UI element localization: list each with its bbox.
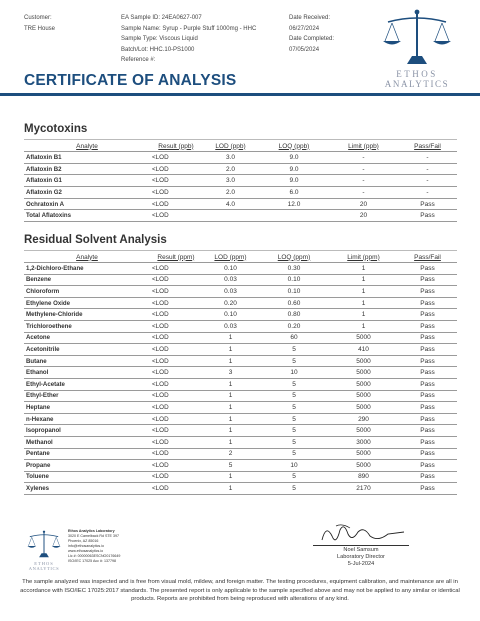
cell-value: <LOD [150, 187, 202, 199]
cell-value: 2170 [329, 483, 398, 495]
footer-logo [22, 527, 66, 571]
signature [318, 520, 408, 548]
analyte-name: Trichloroethene [24, 320, 150, 332]
table-row [24, 286, 457, 298]
cell-value: Pass [398, 390, 457, 402]
cell-value: 5 [259, 413, 329, 425]
cell-value: <LOD [150, 210, 202, 222]
sample-type: Sample Type: Viscous Liquid [121, 36, 198, 42]
cell-value: 9.0 [259, 163, 329, 175]
cell-value: 5 [259, 471, 329, 483]
table-row [24, 378, 457, 390]
cell-value: 3 [202, 367, 259, 379]
solvents-column-header: LOQ (ppm) [277, 253, 311, 261]
cell-value: <LOD [150, 320, 202, 332]
table-row [24, 460, 457, 472]
cell-value: Pass [398, 367, 457, 379]
table-row [24, 355, 457, 367]
analyte-name: Ochratoxin A [24, 198, 150, 210]
solvents-column-header: Result (ppm) [157, 253, 195, 261]
cell-value: 410 [329, 344, 398, 356]
reference: Reference #: [121, 57, 156, 63]
signer-date: 5-Jul-2024 [347, 561, 375, 567]
cell-value: 3.0 [202, 175, 259, 187]
cell-value: 5 [259, 344, 329, 356]
table-row [24, 344, 457, 356]
cell-value: 1 [202, 355, 259, 367]
analyte-name: Chloroform [24, 286, 150, 298]
date-completed-label: Date Completed: [289, 36, 335, 42]
cell-value: 0.20 [202, 297, 259, 309]
cell-value: 1 [202, 413, 259, 425]
customer-value: TRE House [24, 25, 56, 32]
cell-value: Pass [398, 471, 457, 483]
analyte-name: Aflatoxin G2 [24, 187, 150, 199]
table-row [24, 210, 457, 222]
solvents-table [24, 252, 457, 495]
mycotoxins-column-header: LOD (ppb) [215, 142, 246, 150]
analyte-name: Acetone [24, 332, 150, 344]
cell-value: Pass [398, 320, 457, 332]
analyte-name: Butane [24, 355, 150, 367]
cell-value: 12.0 [259, 198, 329, 210]
sample-info-block [121, 13, 256, 66]
disclaimer-text: The sample analyzed was inspected and is free from visual mold, mildew, and foreign matter. The testing procedures, equipment calibration, and maintenance are all in accordance with ISO/IEC 17025:2017 standards. The presented report is only applicable to the sample specified above and may not be applied to any similar or identical products. Reports are prohibited from being reproduced with alterations of any kind. [20, 579, 460, 603]
cell-value: Pass [398, 378, 457, 390]
cell-value: Pass [398, 210, 457, 222]
solvents-column-header: LOD (ppm) [214, 253, 247, 261]
cell-value: - [398, 175, 457, 187]
dates-block [289, 13, 334, 55]
cell-value: 0.80 [259, 309, 329, 321]
analyte-name: Pentane [24, 448, 150, 460]
cell-value: 1 [202, 332, 259, 344]
cell-value: 1 [202, 378, 259, 390]
cell-value: Pass [398, 413, 457, 425]
cell-value: <LOD [150, 378, 202, 390]
mycotoxins-column-header: Result (ppb) [158, 142, 194, 150]
cell-value: 5 [202, 460, 259, 472]
sample-name: Sample Name: Syrup - Purple Stuff 1000mg - HHC [121, 25, 257, 32]
cell-value: - [398, 163, 457, 175]
table-row [24, 436, 457, 448]
table-row [24, 309, 457, 321]
table-row [24, 175, 457, 187]
analyte-name: Methylene-Chloride [24, 309, 150, 321]
solvents-divider [24, 250, 457, 251]
cell-value: 1 [202, 344, 259, 356]
cell-value: 1 [329, 274, 398, 286]
cell-value: Pass [398, 448, 457, 460]
analyte-name: Acetonitrile [24, 344, 150, 356]
customer-block [24, 13, 55, 34]
cell-value: 6.0 [259, 187, 329, 199]
analyte-name: Xylenes [24, 483, 150, 495]
solvents-header-row [24, 252, 457, 263]
lab-website: www.ethosanalytics.io [68, 549, 104, 553]
cell-value: 0.10 [202, 263, 259, 275]
cell-value: <LOD [150, 344, 202, 356]
cell-value: 1 [202, 390, 259, 402]
lab-address [68, 529, 120, 564]
table-row [24, 367, 457, 379]
cell-value: Pass [398, 263, 457, 275]
cell-value: - [329, 175, 398, 187]
analyte-name: Heptane [24, 402, 150, 414]
cell-value: Pass [398, 332, 457, 344]
cell-value: <LOD [150, 402, 202, 414]
cell-value: 2.0 [202, 187, 259, 199]
cell-value: 20 [329, 198, 398, 210]
cell-value: 0.10 [259, 274, 329, 286]
cell-value: 5000 [329, 448, 398, 460]
cell-value: <LOD [150, 367, 202, 379]
table-row [24, 297, 457, 309]
cell-value: 5000 [329, 355, 398, 367]
cell-value: - [329, 152, 398, 164]
cell-value: <LOD [150, 274, 202, 286]
cell-value: 0.10 [202, 309, 259, 321]
cell-value: 5000 [329, 425, 398, 437]
cell-value: 5000 [329, 378, 398, 390]
cell-value: <LOD [150, 332, 202, 344]
cell-value: 1 [202, 483, 259, 495]
cell-value: <LOD [150, 163, 202, 175]
signature-line [313, 545, 409, 546]
cell-value: 1 [202, 436, 259, 448]
cell-value: 1 [202, 402, 259, 414]
title-rule [0, 93, 480, 96]
analyte-name: Ethyl-Acetate [24, 378, 150, 390]
cell-value: Pass [398, 425, 457, 437]
signer-block [313, 547, 409, 568]
customer-label: Customer: [24, 15, 52, 21]
solvents-column-header: Analyte [76, 253, 98, 261]
date-received-label: Date Received: [289, 15, 331, 21]
cell-value: 2 [202, 448, 259, 460]
solvents-title: Residual Solvent Analysis [24, 234, 167, 246]
solvents-column-header: Limit (ppm) [347, 253, 380, 261]
mycotoxins-column-header: LOQ (ppb) [278, 142, 310, 150]
cell-value: Pass [398, 286, 457, 298]
analyte-name: Total Aflatoxins [24, 210, 150, 222]
cell-value: Pass [398, 198, 457, 210]
mycotoxins-table [24, 141, 457, 222]
cell-value: 3000 [329, 436, 398, 448]
batch-lot: Batch/Lot: HHC.10-PS1000 [121, 46, 195, 53]
cell-value: <LOD [150, 286, 202, 298]
logo-ethos: ETHOS [396, 69, 438, 79]
cell-value: <LOD [150, 390, 202, 402]
analyte-name: Ethanol [24, 367, 150, 379]
cell-value: <LOD [150, 425, 202, 437]
cell-value: 0.03 [202, 320, 259, 332]
table-row [24, 263, 457, 275]
cell-value: - [398, 152, 457, 164]
cell-value: <LOD [150, 263, 202, 275]
lab-email: info@ethosanalytics.io [68, 544, 105, 548]
cell-value: 5000 [329, 390, 398, 402]
table-row [24, 320, 457, 332]
cell-value: Pass [398, 483, 457, 495]
cell-value: 5 [259, 448, 329, 460]
cell-value: - [398, 187, 457, 199]
analyte-name: Ethylene Oxide [24, 297, 150, 309]
cell-value: 20 [329, 210, 398, 222]
mycotoxins-column-header: Limit (ppb) [348, 142, 379, 150]
cell-value [202, 210, 259, 222]
cell-value: Pass [398, 402, 457, 414]
cell-value: 290 [329, 413, 398, 425]
cell-value: 5000 [329, 460, 398, 472]
signer-name: Noel Samsum [343, 547, 379, 553]
table-row [24, 483, 457, 495]
mycotoxins-header-row [24, 141, 457, 152]
cell-value: - [329, 187, 398, 199]
cell-value [259, 210, 329, 222]
date-completed: 07/05/2024 [289, 46, 320, 53]
lab-license: Lic #: 00000063ESCNO0176649 [68, 554, 121, 558]
cell-value: 10 [259, 367, 329, 379]
cell-value: <LOD [150, 309, 202, 321]
cell-value: 0.03 [202, 286, 259, 298]
cell-value: 5 [259, 390, 329, 402]
cell-value: 1 [329, 309, 398, 321]
cell-value: <LOD [150, 198, 202, 210]
cell-value: <LOD [150, 436, 202, 448]
cell-value: Pass [398, 460, 457, 472]
ethos-logo [372, 8, 462, 92]
cell-value: 0.10 [259, 286, 329, 298]
cell-value: 1 [329, 286, 398, 298]
signature-graphic [318, 520, 408, 548]
table-row [24, 152, 457, 164]
solvents-column-header: Pass/Fail [414, 253, 441, 261]
table-row [24, 471, 457, 483]
cell-value: 5 [259, 402, 329, 414]
cell-value: Pass [398, 355, 457, 367]
sample-id: EA Sample ID: 24EA0627-007 [121, 15, 202, 21]
cell-value: 1 [329, 297, 398, 309]
cell-value: 0.60 [259, 297, 329, 309]
table-row [24, 402, 457, 414]
table-row [24, 187, 457, 199]
analyte-name: Ethyl-Ether [24, 390, 150, 402]
cell-value: 1 [329, 320, 398, 332]
cell-value: 0.03 [202, 274, 259, 286]
cell-value: Pass [398, 274, 457, 286]
table-row [24, 390, 457, 402]
lab-street: 3020 E Camelback Rd STE 397 [68, 534, 119, 538]
cell-value: 5 [259, 355, 329, 367]
cell-value: <LOD [150, 355, 202, 367]
lab-name: Ethos Analytics Laboratory [68, 529, 115, 533]
analyte-name: Aflatoxin B1 [24, 152, 150, 164]
analyte-name: Isopropanol [24, 425, 150, 437]
analyte-name: 1,2-Dichloro-Ethane [24, 263, 150, 275]
cell-value: Pass [398, 297, 457, 309]
cell-value: 9.0 [259, 175, 329, 187]
cell-value: 5000 [329, 402, 398, 414]
table-row [24, 332, 457, 344]
mycotoxins-column-header: Pass/Fail [414, 142, 441, 150]
footer-logo-ethos: ETHOS [34, 561, 54, 566]
cell-value: 0.20 [259, 320, 329, 332]
cell-value: 5 [259, 483, 329, 495]
lab-city: Phoenix, AZ 85016 [68, 539, 99, 543]
cell-value: 5 [259, 378, 329, 390]
cell-value: 5000 [329, 367, 398, 379]
cell-value: Pass [398, 344, 457, 356]
lab-iso: ISO/IEC 17025 Acc #: 137798 [68, 559, 116, 563]
analyte-name: Benzene [24, 274, 150, 286]
table-row [24, 425, 457, 437]
table-row [24, 163, 457, 175]
cell-value: <LOD [150, 460, 202, 472]
cell-value: <LOD [150, 175, 202, 187]
cell-value: <LOD [150, 471, 202, 483]
footer-logo-analytics: ANALYTICS [28, 566, 60, 571]
analyte-name: Aflatoxin B2 [24, 163, 150, 175]
cell-value: <LOD [150, 483, 202, 495]
page-title: CERTIFICATE OF ANALYSIS [24, 72, 237, 89]
signer-role: Laboratory Director [337, 554, 385, 560]
cell-value: 2.0 [202, 163, 259, 175]
cell-value: 5 [259, 436, 329, 448]
mycotoxins-column-header: Analyte [76, 142, 98, 150]
cell-value: 890 [329, 471, 398, 483]
cell-value: Pass [398, 436, 457, 448]
cell-value: 1 [202, 471, 259, 483]
cell-value: <LOD [150, 297, 202, 309]
date-received: 06/27/2024 [289, 25, 320, 32]
table-row [24, 413, 457, 425]
mycotoxins-divider [24, 139, 457, 140]
cell-value: 60 [259, 332, 329, 344]
cell-value: <LOD [150, 413, 202, 425]
cell-value: Pass [398, 309, 457, 321]
cell-value: 3.0 [202, 152, 259, 164]
cell-value: 9.0 [259, 152, 329, 164]
cell-value: 0.30 [259, 263, 329, 275]
analyte-name: Toluene [24, 471, 150, 483]
analyte-name: Propane [24, 460, 150, 472]
analyte-name: Aflatoxin G1 [24, 175, 150, 187]
cell-value: - [329, 163, 398, 175]
cell-value: 1 [202, 425, 259, 437]
table-row [24, 198, 457, 210]
analyte-name: n-Hexane [24, 413, 150, 425]
cell-value: 5000 [329, 332, 398, 344]
cell-value: <LOD [150, 448, 202, 460]
cell-value: 5 [259, 425, 329, 437]
cell-value: 1 [329, 263, 398, 275]
table-row [24, 448, 457, 460]
cell-value: <LOD [150, 152, 202, 164]
footer-scales-icon [22, 527, 66, 563]
scales-of-justice-logo-icon [372, 8, 462, 70]
table-row [24, 274, 457, 286]
mycotoxins-title: Mycotoxins [24, 123, 88, 135]
cell-value: 4.0 [202, 198, 259, 210]
cell-value: 10 [259, 460, 329, 472]
analyte-name: Methanol [24, 436, 150, 448]
logo-analytics: ANALYTICS [384, 79, 450, 89]
